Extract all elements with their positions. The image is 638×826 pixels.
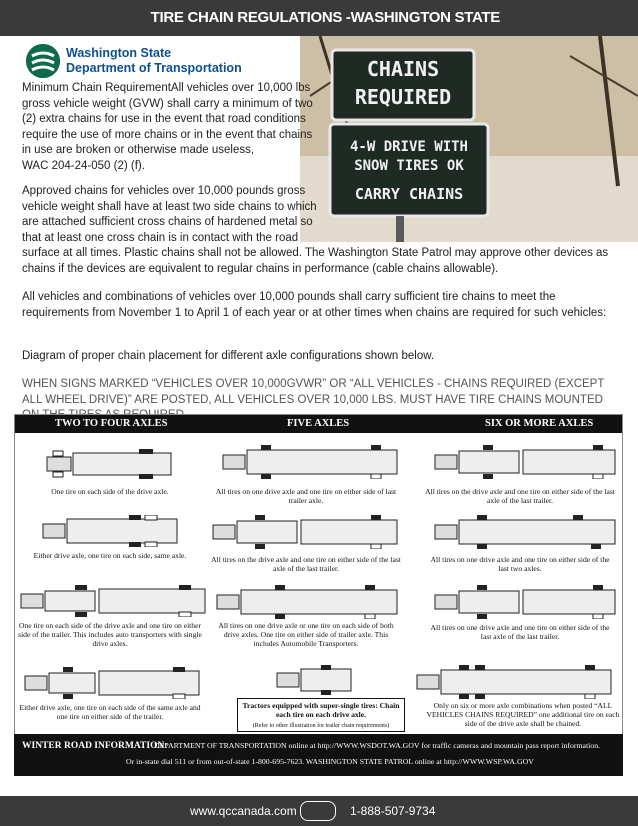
caption-c2r3: All tires on one drive axle or one tire on each side of both drive axles. One tire on either side of trailer axle. This includes Automobile Transporters. bbox=[218, 621, 394, 648]
caption-c2r4: Tractors equipped with super-single tires: Chain each tire on each drive axle. bbox=[242, 701, 400, 719]
caption-c3r2: All tires on one drive axle and one tire on either side of the last two axles. bbox=[430, 555, 610, 573]
truck-diagram bbox=[41, 515, 181, 547]
col-header-five: FIVE AXLES bbox=[287, 418, 350, 429]
sign-top-line2: REQUIRED bbox=[354, 85, 452, 109]
super-single-box bbox=[237, 698, 405, 732]
caption-c1r1: One tire on each side of the drive axle. bbox=[51, 487, 169, 496]
sign-bottom-line1: 4-W DRIVE WITH bbox=[349, 139, 469, 155]
caption-c3r1: All tires on the drive axle and one tire on either side of the last axle of the last trailer. bbox=[425, 487, 615, 505]
approved-chains-paragraph bbox=[22, 184, 622, 277]
sign-top-line1: CHAINS bbox=[366, 57, 440, 81]
winter-road-label: WINTER ROAD INFORMATION: bbox=[22, 741, 168, 751]
col-header-two-to-four: TWO TO FOUR AXLES bbox=[55, 418, 168, 429]
minimum-chain-paragraph bbox=[22, 81, 322, 174]
footer-bar bbox=[0, 796, 638, 826]
wsdot-logo bbox=[26, 44, 256, 78]
truck-diagram bbox=[45, 449, 175, 479]
sign-bottom-line2: SNOW TIRES OK bbox=[354, 158, 464, 174]
wac-reference: WAC 204-24-050 (2) (f). bbox=[22, 159, 145, 172]
wsdot-info-line: DEPARTMENT OF TRANSPORTATION online at http://WWW.WSDOT.WA.GOV for traffic cameras and mountain pass report information. bbox=[154, 741, 601, 750]
winter-road-info bbox=[14, 734, 623, 776]
truck-diagram bbox=[433, 445, 619, 479]
truck-diagram bbox=[433, 585, 619, 619]
approved-chains-text-rest: surface at all times. Plastic chains shall not be allowed. The Washington State Patrol may approve other devices as chains if the devices are equivalent to regular chains in performance (cable chains allowable). bbox=[22, 247, 609, 275]
wsp-info-line: Or in-state dial 511 or from out-of-state 1-800-695-7623. WASHINGTON STATE PATROL online at http://WWW.WSP.WA.GOV bbox=[126, 757, 534, 766]
requirements-paragraph: All vehicles and combinations of vehicles over 10,000 pounds shall carry sufficient tire chains to meet the requirements from November 1 to April 1 of each year or at other times when chains are required for such vehicles: bbox=[22, 291, 607, 319]
caption-c3r4: Only on six or more axle combinations when posted “ALL VEHICLES CHAINS REQUIRED” one additional tire on each side of the drive axle shall be chained. bbox=[426, 701, 620, 728]
truck-diagram bbox=[19, 585, 209, 617]
caption-c2r4-note: (Refer to other illustration for trailer chain requirements) bbox=[252, 723, 390, 729]
website-link[interactable]: www.qccanada.com bbox=[190, 804, 297, 818]
caption-c3r3: All tires on one drive axle and one tire on either side of the last axle of the last trailer. bbox=[430, 623, 610, 641]
chain-placement-diagram bbox=[14, 414, 623, 776]
col-header-six-plus: SIX OR MORE AXLES bbox=[485, 418, 594, 429]
truck-diagram bbox=[433, 515, 619, 549]
diagram-intro: Diagram of proper chain placement for different axle configurations shown below. bbox=[22, 350, 435, 362]
caption-c1r3: One tire on each side of the drive axle and one tire on either side of the trailer. This includes auto transporters with single drive axles. bbox=[18, 621, 202, 648]
minimum-chain-text: Minimum Chain RequirementAll vehicles over 10,000 lbs gross vehicle weight (GVW) shall carry a minimum of two (2) extra chains for use in the event that road conditions require the use of more chains or in the event that chains in use are broken or otherwise made useless, bbox=[22, 82, 313, 156]
sign-bottom-line3: CARRY CHAINS bbox=[354, 185, 464, 203]
truck-diagram bbox=[275, 665, 355, 695]
truck-diagram bbox=[415, 665, 615, 699]
wsdot-logo-icon bbox=[26, 44, 60, 78]
header-bar bbox=[0, 0, 638, 36]
truck-diagram bbox=[211, 515, 401, 549]
logo-line2: Department of Transportation bbox=[66, 61, 242, 75]
caption-c2r1: All tires on one drive axle and one tire on either side of last trailer axle. bbox=[215, 487, 397, 505]
logo-line1: Washington State bbox=[66, 46, 172, 60]
diagram-header bbox=[15, 415, 622, 433]
approved-chains-text-narrow: Approved chains for vehicles over 10,000 pounds gross vehicle weight shall have at least two side chains to which are attached sufficient cross chains of hardened metal so that at least one cross chain is in contact with the road bbox=[22, 185, 317, 244]
footer-divider-icon bbox=[300, 801, 336, 821]
truck-diagram bbox=[23, 667, 203, 699]
caption-c1r2: Either drive axle, one tire on each side, same axle. bbox=[33, 551, 187, 560]
caption-c2r2: All tires on the drive axle and one tire on either side of the last axle of the last trailer. bbox=[211, 555, 401, 573]
page-title: TIRE CHAIN REGULATIONS -WASHINGTON STATE bbox=[150, 9, 500, 26]
caption-c1r4: Either drive axle, one tire on each side of the same axle and one tire on either side of the trailer. bbox=[19, 703, 201, 721]
phone-number[interactable]: 1-888-507-9734 bbox=[350, 804, 436, 818]
truck-diagram bbox=[215, 585, 401, 619]
signs-notice: WHEN SIGNS MARKED “VEHICLES OVER 10,000GVWR” OR “ALL VEHICLES - CHAINS REQUIRED (EXCEPT ALL WHEEL DRIVE)” ARE POSTED, ALL VEHICLES OVER 10,000 LBS. MUST HAVE TIRE CHAINS MOUNTED bbox=[22, 378, 605, 406]
truck-diagram bbox=[221, 445, 401, 479]
